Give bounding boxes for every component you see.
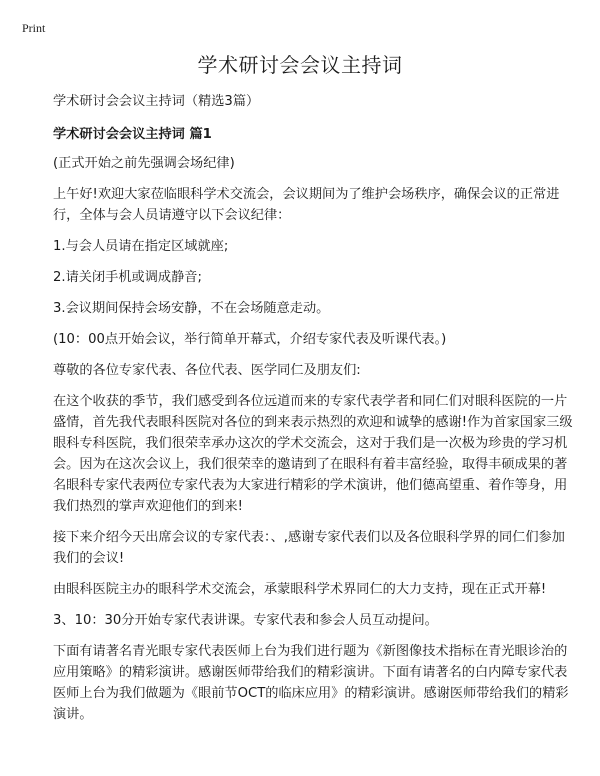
paragraph-welcome: 上午好!欢迎大家莅临眼科学术交流会，会议期间为了维护会场秩序，确保会议的正常进行，全体与会人员请遵守以下会议纪律： bbox=[53, 187, 560, 223]
paragraph-lectures: 下面有请著名青光眼专家代表医师上台为我们进行题为《新图像技术指标在青光眼诊治的应用策略》的精彩演讲。感谢医师带给我们的精彩演讲。下面有请著名的白内障专家代表医师上台为我们做题为《眼前节OCT的临床应用》的精彩演讲。感谢医师带给我们的精彩演讲。 bbox=[53, 644, 569, 722]
paragraph-opening: 由眼科医院主办的眼科学术交流会，承蒙眼科学术界同仁的大力支持，现在正式开幕! bbox=[53, 582, 547, 597]
section-heading: 学术研讨会会议主持词 篇1 bbox=[53, 127, 212, 142]
paragraph-introduction: 在这个收获的季节，我们感受到各位远道而来的专家代表学者和同仁们对眼科医院的一片盛情，首先我代表眼科医院对各位的到来表示热烈的欢迎和诚挚的感谢!作为首家国家三级眼科专科医院，我们很荣幸承办这次的学术交流会，这对于我们是一次极为珍贵的学习机会。因为在这次会议上，我们很荣幸的邀请到了在眼科有着丰富经验，取得丰硕成果的著名眼科专家代表两位专家代表为大家进行精彩的学术演讲，他们德高望重、着作等身，用我们热烈的掌声欢迎他们的到来! bbox=[53, 394, 573, 514]
paragraph-rule-2: 2.请关闭手机或调成静音; bbox=[53, 270, 202, 285]
paragraph-discipline-note: (正式开始之前先强调会场纪律) bbox=[53, 156, 235, 171]
paragraph-rule-3: 3.会议期间保持会场安静，不在会场随意走动。 bbox=[53, 301, 330, 316]
paragraph-opening-note: (10：00点开始会议，举行简单开幕式，介绍专家代表及听课代表。) bbox=[53, 332, 447, 347]
paragraph-lecture-time: 3、10：30分开始专家代表讲课。专家代表和参会人员互动提问。 bbox=[53, 613, 438, 628]
print-link[interactable]: Print bbox=[22, 21, 46, 35]
document-body bbox=[53, 91, 573, 735]
paragraph-rule-1: 1.与会人员请在指定区域就座; bbox=[53, 239, 229, 254]
paragraph-greeting: 尊敬的各位专家代表、各位代表、医学同仁及朋友们: bbox=[53, 363, 361, 378]
page-title: 学术研讨会会议主持词 bbox=[197, 53, 403, 77]
paragraph-expert-intro: 接下来介绍今天出席会议的专家代表：、,感谢专家代表们以及各位眼科学界的同仁们参加我们的会议! bbox=[53, 530, 565, 566]
document-subtitle: 学术研讨会会议主持词（精选3篇） bbox=[53, 94, 260, 109]
